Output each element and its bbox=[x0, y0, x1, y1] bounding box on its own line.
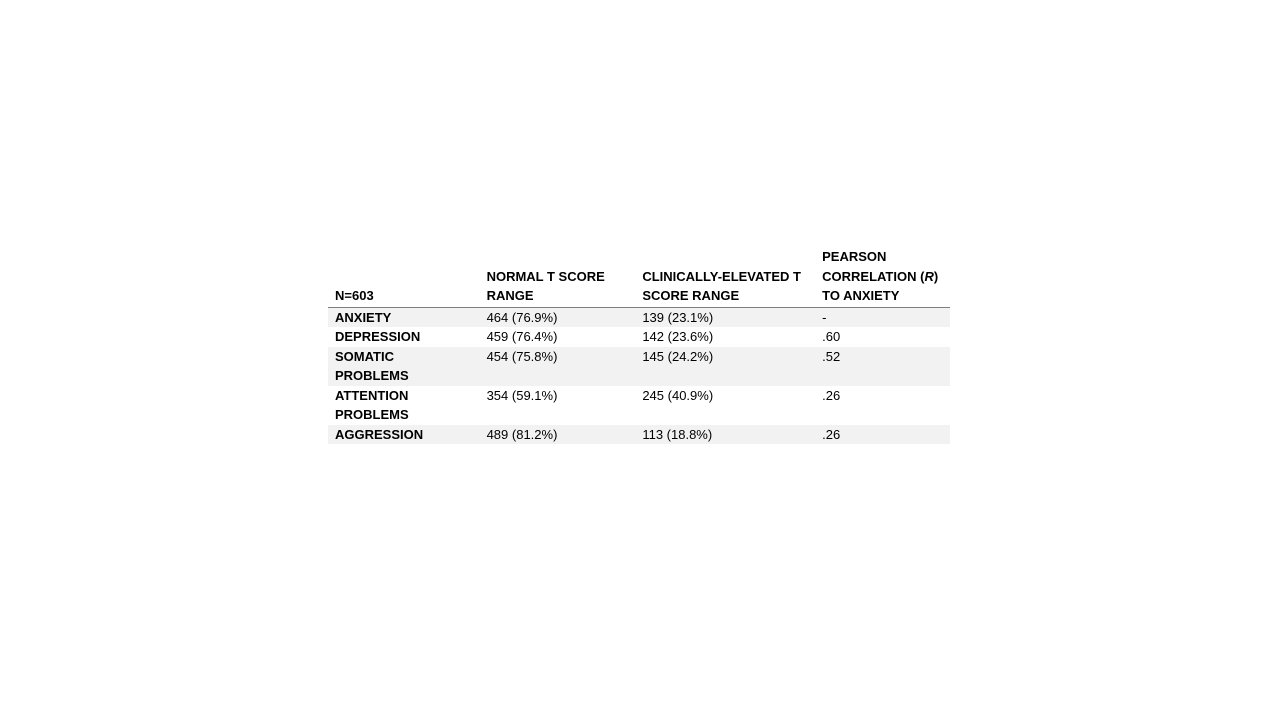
row-label: ANXIETY bbox=[328, 307, 480, 327]
elevated-range-cell: 145 (24.2%) bbox=[635, 347, 815, 386]
correlation-cell: .60 bbox=[822, 329, 841, 344]
row-label bbox=[328, 386, 480, 425]
header-pearson-part2: ) TO ANXIETY bbox=[822, 268, 939, 303]
table-row bbox=[328, 425, 950, 445]
header-elevated-range-text: CLINICALLY-ELEVATED T SCORE RANGE bbox=[642, 268, 801, 303]
elevated-range-cell: 142 (23.6%) bbox=[642, 329, 714, 344]
elevated-range-cell: 139 (23.1%) bbox=[635, 307, 815, 327]
normal-range-cell: 459 (76.4%) bbox=[486, 329, 558, 344]
row-label bbox=[328, 347, 480, 386]
correlation-cell: .26 bbox=[815, 425, 950, 445]
normal-range-cell: 464 (76.9%) bbox=[480, 307, 636, 327]
table-row bbox=[328, 386, 950, 425]
table-row bbox=[328, 347, 950, 386]
table-row bbox=[328, 327, 950, 347]
normal-range-cell: 354 (59.1%) bbox=[486, 387, 558, 403]
correlation-cell: .26 bbox=[822, 387, 841, 403]
header-pearson-r: R bbox=[924, 268, 934, 284]
header-pearson-part1: PEARSON CORRELATION ( bbox=[822, 249, 925, 284]
table-row bbox=[328, 307, 950, 327]
header-pearson-correlation bbox=[815, 247, 950, 307]
normal-range-cell: 454 (75.8%) bbox=[480, 347, 636, 386]
results-table bbox=[328, 247, 950, 444]
header-normal-range bbox=[480, 247, 636, 307]
row-label-text: SOMATIC PROBLEMS bbox=[335, 348, 409, 383]
elevated-range-cell: 113 (18.8%) bbox=[635, 425, 815, 445]
row-label-text: ATTENTION PROBLEMS bbox=[335, 387, 409, 422]
header-elevated-range bbox=[635, 247, 815, 307]
correlation-cell: - bbox=[815, 307, 950, 327]
row-label: AGGRESSION bbox=[328, 425, 480, 445]
row-label: DEPRESSION bbox=[335, 329, 421, 344]
correlation-cell: .52 bbox=[815, 347, 950, 386]
header-row bbox=[328, 247, 950, 307]
header-sample-size: N=603 bbox=[328, 247, 480, 307]
header-normal-range-text: NORMAL T SCORE RANGE bbox=[486, 268, 605, 303]
elevated-range-cell: 245 (40.9%) bbox=[642, 387, 714, 403]
normal-range-cell: 489 (81.2%) bbox=[480, 425, 636, 445]
